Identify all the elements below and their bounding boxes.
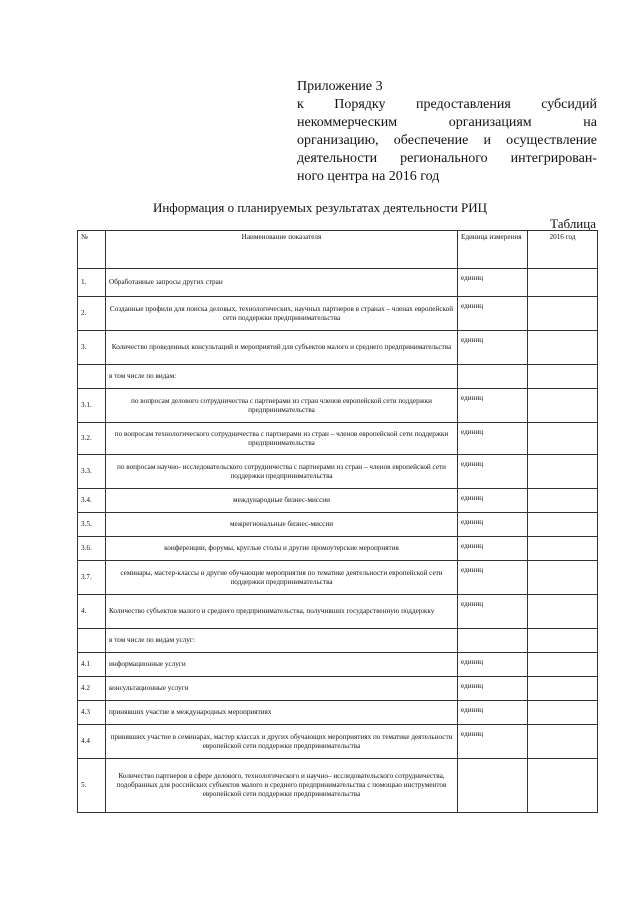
row-value — [528, 595, 598, 629]
row-number: 4. — [78, 595, 106, 629]
table-row — [78, 365, 598, 389]
row-value — [528, 653, 598, 677]
header-year: 2016 год — [528, 231, 598, 269]
row-number: 3.1. — [78, 389, 106, 423]
row-value — [528, 389, 598, 423]
row-indicator-name: международные бизнес-миссии — [106, 489, 458, 513]
row-unit: единиц — [458, 677, 528, 701]
table-row — [78, 725, 598, 759]
row-value — [528, 365, 598, 389]
header-unit: Единица измерения — [458, 231, 528, 269]
row-indicator-name: Количество субъектов малого и среднего предпринимательства, получивших государственную поддержку — [106, 595, 458, 629]
row-unit: единиц — [458, 455, 528, 489]
row-value — [528, 701, 598, 725]
row-value — [528, 561, 598, 595]
row-value — [528, 759, 598, 813]
row-unit: единиц — [458, 297, 528, 331]
row-value — [528, 677, 598, 701]
row-value — [528, 629, 598, 653]
row-unit: единиц — [458, 595, 528, 629]
row-indicator-name: принявших участие в международных мероприятиях — [106, 701, 458, 725]
row-number: 3. — [78, 331, 106, 365]
row-indicator-name: по вопросам технологического сотрудничества с партнерами из стран – членов европейской сети поддержки предпринимательства — [106, 423, 458, 455]
row-value — [528, 513, 598, 537]
table-row — [78, 595, 598, 629]
table-header-row — [78, 231, 598, 269]
table-row — [78, 269, 598, 297]
row-indicator-name: Количество партнеров в сфере делового, технологического и научно– исследовательского сотрудничества, подобранных для российских субъектов малого и среднего предпринимательства с помощью инструментов европейской сети поддержки предпринимательства — [106, 759, 458, 813]
row-indicator-name: по вопросам научно- исследовательского сотрудничества с партнерами из стран – членов европейской сети поддержки предпринимательства — [106, 455, 458, 489]
row-number: 4.3 — [78, 701, 106, 725]
row-unit: единиц — [458, 331, 528, 365]
row-value — [528, 269, 598, 297]
row-indicator-name: принявших участие в семинарах, мастер классах и других обучающих мероприятиях по тематике деятельности европейской сети поддержки предпринимательства — [106, 725, 458, 759]
row-value — [528, 725, 598, 759]
table-row — [78, 537, 598, 561]
row-unit: единиц — [458, 537, 528, 561]
row-unit: единиц — [458, 653, 528, 677]
table-row — [78, 489, 598, 513]
annex-line: некоммерческим организациям на — [297, 115, 597, 130]
row-value — [528, 423, 598, 455]
header-number: № — [78, 231, 106, 269]
row-number: 4.4 — [78, 725, 106, 759]
annex-line: организацию, обеспечение и осуществление — [297, 133, 597, 148]
row-number: 3.5. — [78, 513, 106, 537]
row-unit: единиц — [458, 423, 528, 455]
row-value — [528, 489, 598, 513]
row-unit: единиц — [458, 489, 528, 513]
row-indicator-name: в том числе по видам услуг: — [106, 629, 458, 653]
table-row — [78, 297, 598, 331]
row-number: 5. — [78, 759, 106, 813]
row-value — [528, 455, 598, 489]
row-unit — [458, 365, 528, 389]
row-indicator-name: межрегиональные бизнес-миссии — [106, 513, 458, 537]
row-number: 3.6. — [78, 537, 106, 561]
table-row — [78, 677, 598, 701]
row-number: 1. — [78, 269, 106, 297]
annex-line: ного центра на 2016 год — [297, 169, 440, 184]
row-unit: единиц — [458, 513, 528, 537]
row-number: 3.2. — [78, 423, 106, 455]
row-value — [528, 297, 598, 331]
row-number: 4.2 — [78, 677, 106, 701]
table-row — [78, 701, 598, 725]
row-unit: единиц — [458, 389, 528, 423]
row-number — [78, 629, 106, 653]
row-unit: единиц — [458, 725, 528, 759]
row-indicator-name: консультационные услуги — [106, 677, 458, 701]
row-number — [78, 365, 106, 389]
row-number: 3.3. — [78, 455, 106, 489]
row-indicator-name: Количество проведенных консультаций и мероприятий для субъектов малого и среднего предпринимательства — [106, 331, 458, 365]
row-unit — [458, 759, 528, 813]
row-unit — [458, 629, 528, 653]
annex-line: деятельности регионального интегрирован- — [297, 151, 597, 166]
table-row — [78, 629, 598, 653]
document-title: Информация о планируемых результатах деятельности РИЦ — [152, 200, 488, 215]
row-indicator-name: конференции, форумы, круглые столы и другие промоутерские мероприятия — [106, 537, 458, 561]
annex-title: Приложение 3 — [297, 79, 383, 94]
table-row — [78, 513, 598, 537]
row-indicator-name: информационные услуги — [106, 653, 458, 677]
header-indicator-name: Наименование показателя — [106, 231, 458, 269]
row-indicator-name: Созданные профили для поиска деловых, технологических, научных партнеров в странах – членах европейской сети поддержки предпринимательства — [106, 297, 458, 331]
table-row — [78, 561, 598, 595]
results-table — [77, 230, 598, 813]
row-value — [528, 537, 598, 561]
table-row — [78, 653, 598, 677]
row-indicator-name: в том числе по видам: — [106, 365, 458, 389]
table-row — [78, 759, 598, 813]
row-indicator-name: семинары, мастер-классы и другие обучающие мероприятия по тематике деятельности европейской сети поддержки предпринимательства — [106, 561, 458, 595]
table-row — [78, 331, 598, 365]
table-row — [78, 455, 598, 489]
row-number: 3.4. — [78, 489, 106, 513]
table-row — [78, 423, 598, 455]
table-row — [78, 389, 598, 423]
row-unit: единиц — [458, 701, 528, 725]
table-label: Таблица — [550, 216, 596, 231]
row-value — [528, 331, 598, 365]
row-number: 2. — [78, 297, 106, 331]
row-indicator-name: Обработанные запросы других стран — [106, 269, 458, 297]
row-indicator-name: по вопросам делового сотрудничества с партнерами из стран членов европейской сети поддержки предпринимательства — [106, 389, 458, 423]
row-unit: единиц — [458, 269, 528, 297]
row-unit: единиц — [458, 561, 528, 595]
row-number: 4.1 — [78, 653, 106, 677]
annex-block — [297, 78, 597, 186]
annex-line: к Порядку предоставления субсидий — [297, 97, 597, 112]
row-number: 3.7. — [78, 561, 106, 595]
